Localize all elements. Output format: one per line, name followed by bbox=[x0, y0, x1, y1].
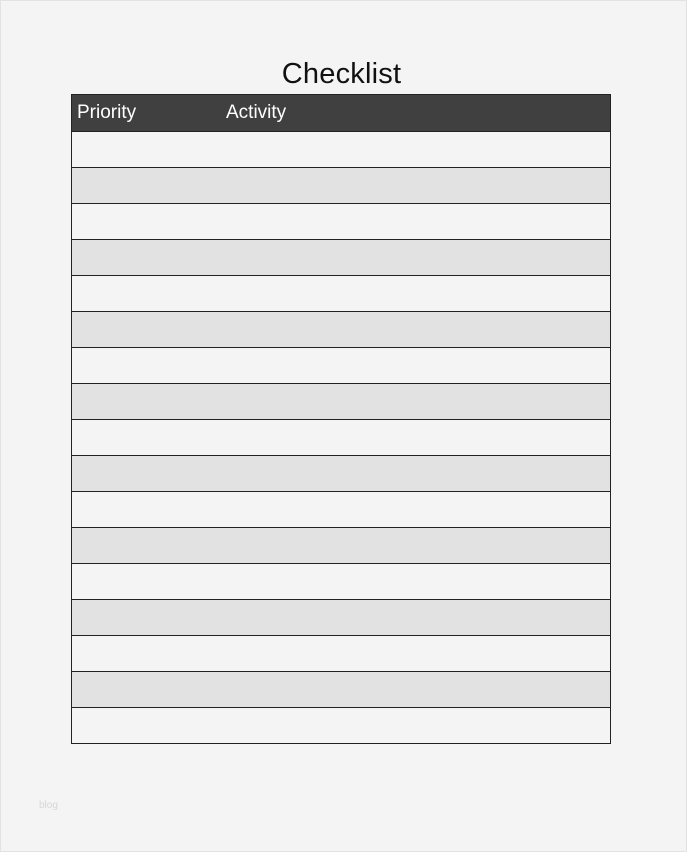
table-row[interactable] bbox=[72, 527, 610, 563]
table-row[interactable] bbox=[72, 131, 610, 167]
table-row[interactable] bbox=[72, 419, 610, 455]
table-body bbox=[72, 131, 610, 743]
table-row[interactable] bbox=[72, 167, 610, 203]
table-row[interactable] bbox=[72, 599, 610, 635]
table-row[interactable] bbox=[72, 383, 610, 419]
table-row[interactable] bbox=[72, 635, 610, 671]
activity-column-header: Activity bbox=[226, 102, 287, 123]
watermark: blog bbox=[39, 800, 58, 811]
page-title: Checklist bbox=[281, 58, 402, 90]
table-row[interactable] bbox=[72, 563, 610, 599]
table-row[interactable] bbox=[72, 311, 610, 347]
table-row[interactable] bbox=[72, 203, 610, 239]
table-row[interactable] bbox=[72, 455, 610, 491]
table-row[interactable] bbox=[72, 671, 610, 707]
table-row[interactable] bbox=[72, 491, 610, 527]
table-row[interactable] bbox=[72, 347, 610, 383]
table-row[interactable] bbox=[72, 275, 610, 311]
table-row[interactable] bbox=[72, 239, 610, 275]
table-row[interactable] bbox=[72, 707, 610, 743]
table-header bbox=[72, 95, 610, 131]
priority-column-header: Priority bbox=[77, 102, 137, 123]
checklist-table bbox=[71, 94, 611, 744]
